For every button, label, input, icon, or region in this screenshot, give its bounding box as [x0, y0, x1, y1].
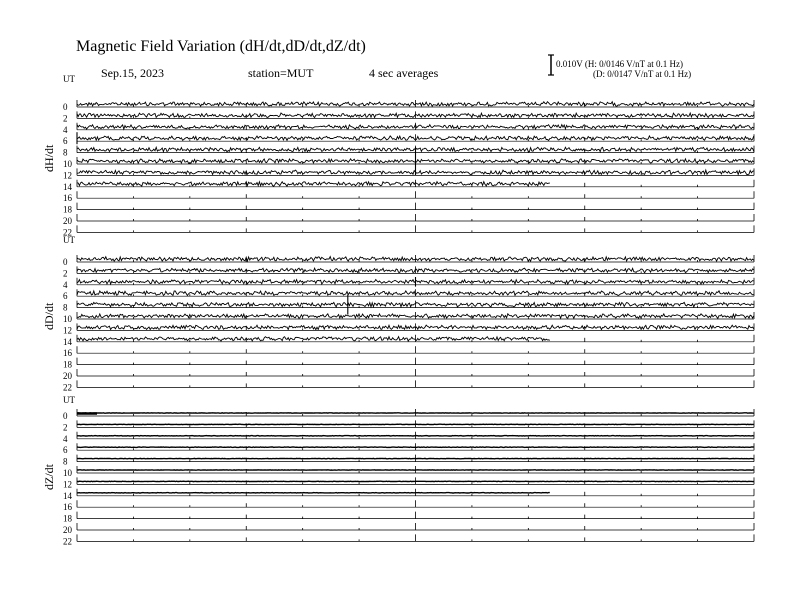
- row-label: 14: [63, 490, 72, 501]
- row-label: 12: [63, 479, 72, 490]
- row-label: 8: [63, 302, 68, 313]
- row-label: 10: [63, 468, 72, 478]
- row-label: 20: [63, 216, 72, 226]
- date-label: Sep.15, 2023: [101, 66, 164, 80]
- row-label: 0: [63, 411, 68, 421]
- row-label: 0: [63, 102, 68, 112]
- row-label: 6: [63, 136, 68, 147]
- station-label: station=MUT: [248, 66, 314, 80]
- row-label: 20: [63, 525, 72, 535]
- row-label: 14: [63, 181, 72, 192]
- row-label: 6: [63, 445, 68, 456]
- trace-line: [77, 337, 550, 341]
- row-label: 16: [63, 502, 72, 513]
- ut-label: UT: [63, 74, 75, 84]
- row-label: 14: [63, 336, 72, 347]
- row-label: 2: [63, 422, 68, 433]
- row-label: 0: [63, 257, 68, 267]
- row-label: 18: [63, 513, 72, 524]
- row-label: 16: [63, 193, 72, 204]
- h-sensitivity: (H: 0/0146 V/nT at 0.1 Hz): [584, 59, 683, 69]
- row-label: 8: [63, 147, 68, 158]
- row-label: 12: [63, 170, 72, 181]
- row-label: 12: [63, 325, 72, 336]
- row-label: 22: [63, 227, 72, 238]
- row-label: 6: [63, 291, 68, 302]
- row-label: 10: [63, 159, 72, 169]
- chart-title: Magnetic Field Variation (dH/dt,dD/dt,dZ/dt): [76, 38, 366, 55]
- row-label: 22: [63, 536, 72, 547]
- d-sensitivity: (D: 0/0147 V/nT at 0.1 Hz): [593, 69, 692, 79]
- panel-d-ylabel: dD/dt: [42, 302, 56, 330]
- row-label: 18: [63, 359, 72, 370]
- panel-h-ylabel: dH/dt: [42, 144, 56, 172]
- row-label: 18: [63, 204, 72, 215]
- row-label: 4: [63, 124, 68, 135]
- row-label: 4: [63, 279, 68, 290]
- row-label: 10: [63, 314, 72, 324]
- row-label: 8: [63, 456, 68, 467]
- row-label: 4: [63, 433, 68, 444]
- trace-line: [77, 182, 550, 187]
- row-label: 2: [63, 268, 68, 279]
- ut-label: UT: [63, 235, 75, 245]
- scale-value-text: 0.010V: [556, 59, 583, 69]
- averaging-label: 4 sec averages: [369, 66, 439, 80]
- row-label: 2: [63, 113, 68, 124]
- row-label: 22: [63, 382, 72, 393]
- panel-z-ylabel: dZ/dt: [42, 464, 56, 490]
- row-label: 16: [63, 348, 72, 359]
- row-label: 20: [63, 371, 72, 381]
- ut-label: UT: [63, 395, 75, 405]
